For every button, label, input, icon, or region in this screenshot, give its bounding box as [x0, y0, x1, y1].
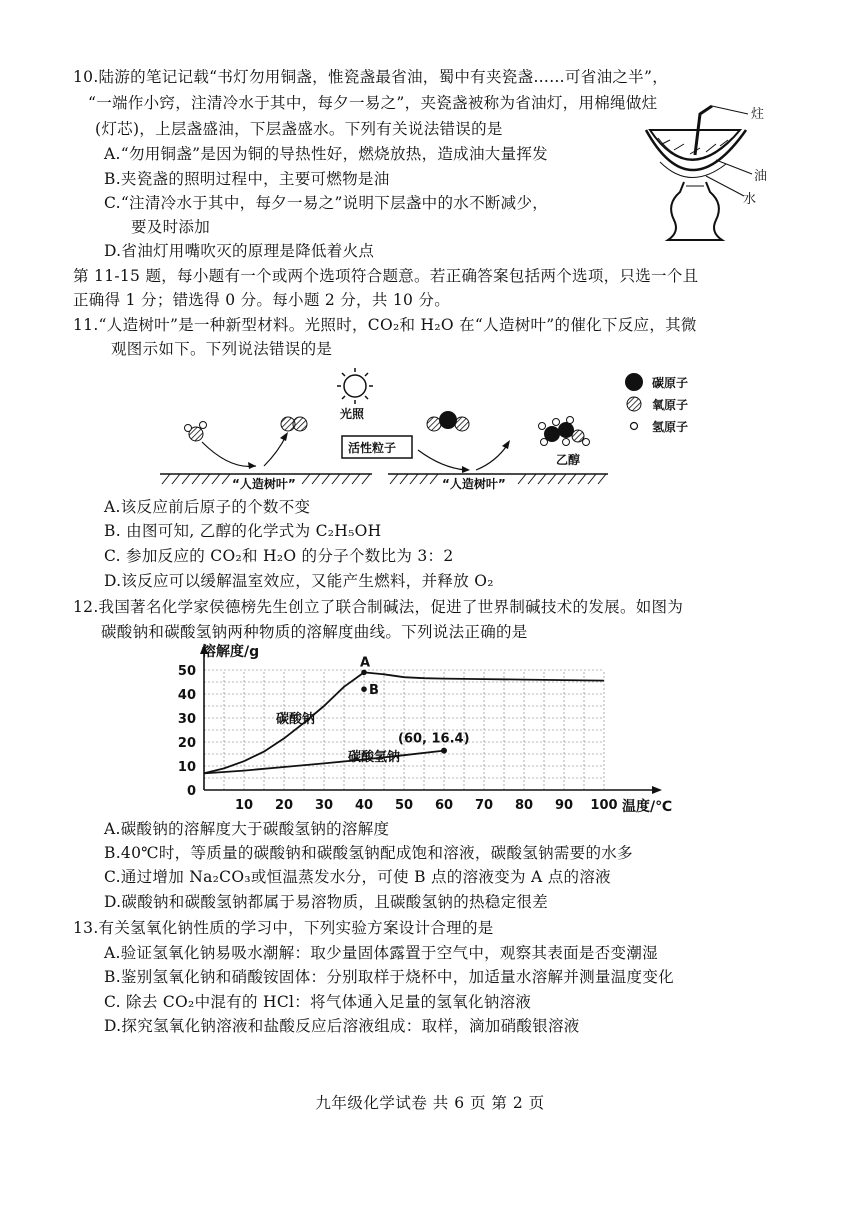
- point-annotation: (60, 16.4): [398, 731, 470, 747]
- y-tick-label: 40: [177, 688, 196, 703]
- ethanol-label: 乙醇: [556, 453, 581, 467]
- x-axis-arrow: [652, 786, 662, 794]
- x-tick-label: 80: [514, 798, 534, 813]
- y-tick-label: 10: [177, 760, 196, 775]
- q13-option-d: D.探究氢氧化钠溶液和盐酸反应后溶液组成：取样，滴加硝酸银溶液: [104, 1017, 580, 1035]
- x-tick-label: 30: [314, 798, 334, 813]
- oxygen-atom-icon: [627, 397, 641, 411]
- wick-label: 炷: [751, 107, 765, 122]
- q10-stem-line-1: 10.陆游的笔记记载“书灯勿用铜盏，惟瓷盏最省油，蜀中有夹瓷盏……可省油之半”，: [73, 68, 669, 86]
- q13-option-a: A.验证氢氧化钠易吸水潮解：取少量固体露置于空气中，观察其表面是否变潮湿: [104, 944, 658, 962]
- q11-option-d: D.该反应可以缓解温室效应，又能产生燃料，并释放 O₂: [104, 572, 494, 590]
- q10-option-a: A.“勿用铜盏”是因为铜的导热性好，燃烧放热，造成油大量挥发: [104, 145, 548, 163]
- x-tick-label: 10: [234, 798, 254, 813]
- q12-stem-line-2: 碳酸钠和碳酸氢钠两种物质的溶解度曲线。下列说法正确的是: [101, 623, 528, 641]
- y-axis-label: 溶解度/g: [202, 644, 260, 660]
- active-particle-label: 活性粒子: [348, 441, 397, 455]
- co2-molecule-icon: [427, 411, 469, 431]
- q10-option-b: B.夹瓷盏的照明过程中，主要可燃物是油: [104, 170, 390, 188]
- x-tick-label: 100: [590, 798, 618, 813]
- q11-option-c: C. 参加反应的 CO₂和 H₂O 的分子个数比为 3：2: [104, 547, 454, 565]
- section-instruction-line-1: 第 11-15 题，每小题有一个或两个选项符合题意。若正确答案包括两个选项，只选一个且: [73, 267, 699, 285]
- page-footer: 九年级化学试卷 共 6 页 第 2 页: [315, 1094, 545, 1112]
- x-tick-label: 70: [474, 798, 494, 813]
- q10-option-c-cont: 要及时添加: [131, 218, 211, 236]
- hydrogen-atom-icon: [631, 423, 638, 430]
- ethanol-molecule-icon: [539, 417, 590, 446]
- point-label-A: A: [360, 655, 371, 671]
- leaf-label-right: “人造树叶”: [442, 477, 506, 491]
- x-axis-label: 温度/℃: [622, 799, 673, 815]
- sun-label: 光照: [340, 407, 365, 421]
- solubility-chart: [170, 640, 690, 815]
- y-tick-label: 20: [177, 736, 196, 751]
- water-label: 水: [743, 192, 757, 207]
- data-point-A: [361, 670, 367, 676]
- q11-stem-line-1: 11.“人造树叶”是一种新型材料。光照时，CO₂和 H₂O 在“人造树叶”的催化下反应，其微: [73, 316, 697, 334]
- q11-option-b: B. 由图可知, 乙醇的化学式为 C₂H₅OH: [104, 522, 382, 540]
- x-tick-label: 60: [434, 798, 454, 813]
- x-tick-label: 50: [394, 798, 414, 813]
- q13-option-b: B.鉴别氢氧化钠和硝酸铵固体：分别取样于烧杯中，加适量水溶解并测量温度变化: [104, 968, 674, 986]
- series-label: 碳酸氢钠: [348, 750, 401, 766]
- legend-carbon: 碳原子: [652, 376, 689, 390]
- q12-option-b: B.40℃时，等质量的碳酸钠和碳酸氢钠配成饱和溶液，碳酸氢钠需要的水多: [104, 844, 633, 862]
- oxygen-molecule-icon: [281, 417, 307, 431]
- x-tick-label: 20: [274, 798, 294, 813]
- data-point-end: [441, 748, 447, 754]
- x-tick-label: 40: [354, 798, 374, 813]
- leaf-label-left: “人造树叶”: [232, 477, 296, 491]
- series-label: 碳酸钠: [276, 711, 316, 727]
- q12-option-a: A.碳酸钠的溶解度大于碳酸氢钠的溶解度: [104, 820, 390, 838]
- water-molecule-icon: [185, 422, 207, 442]
- y-tick-label: 0: [186, 784, 196, 799]
- q11-stem-line-2: 观图示如下。下列说法错误的是: [111, 340, 333, 358]
- q10-option-d: D.省油灯用嘴吹灭的原理是降低着火点: [104, 242, 375, 260]
- data-point-B: [361, 686, 367, 692]
- oil-label: 油: [754, 169, 768, 184]
- q12-stem-line-1: 12.我国著名化学家侯德榜先生创立了联合制碱法，促进了世界制碱技术的发展。如图为: [73, 598, 684, 616]
- section-instruction-line-2: 正确得 1 分；错选得 0 分。每小题 2 分，共 10 分。: [73, 291, 451, 309]
- point-label-B: B: [369, 683, 379, 699]
- q13-option-c: C. 除去 CO₂中混有的 HCl：将气体通入足量的氢氧化钠溶液: [104, 993, 532, 1011]
- artificial-leaf-figure: [160, 362, 720, 494]
- legend-oxygen: 氧原子: [652, 398, 689, 412]
- q10-stem-line-2: “一端作小窍，注清冷水于其中，每夕一易之”，夹瓷盏被称为省油灯，用棉绳做炷: [88, 94, 658, 112]
- q11-option-a: A.该反应前后原子的个数不变: [104, 498, 311, 516]
- q12-option-c: C.通过增加 Na₂CO₃或恒温蒸发水分，可使 B 点的溶液变为 A 点的溶液: [104, 868, 611, 886]
- q13-stem: 13.有关氢氧化钠性质的学习中，下列实验方案设计合理的是: [73, 919, 494, 937]
- carbon-atom-icon: [625, 373, 643, 391]
- oil-lamp-figure: [640, 100, 780, 250]
- y-tick-label: 50: [177, 664, 196, 679]
- sun-icon: [337, 368, 373, 404]
- y-tick-label: 30: [177, 712, 196, 727]
- x-tick-label: 90: [554, 798, 574, 813]
- q10-option-c: C.“注清冷水于其中，每夕一易之”说明下层盏中的水不断减少，: [104, 194, 549, 212]
- legend-hydrogen: 氢原子: [652, 420, 689, 434]
- q10-stem-line-3: (灯芯)，上层盏盛油，下层盏盛水。下列有关说法错误的是: [95, 120, 503, 138]
- series-line-sodium-carbonate: [204, 672, 604, 773]
- q12-option-d: D.碳酸钠和碳酸氢钠都属于易溶物质，且碳酸氢钠的热稳定很差: [104, 893, 549, 911]
